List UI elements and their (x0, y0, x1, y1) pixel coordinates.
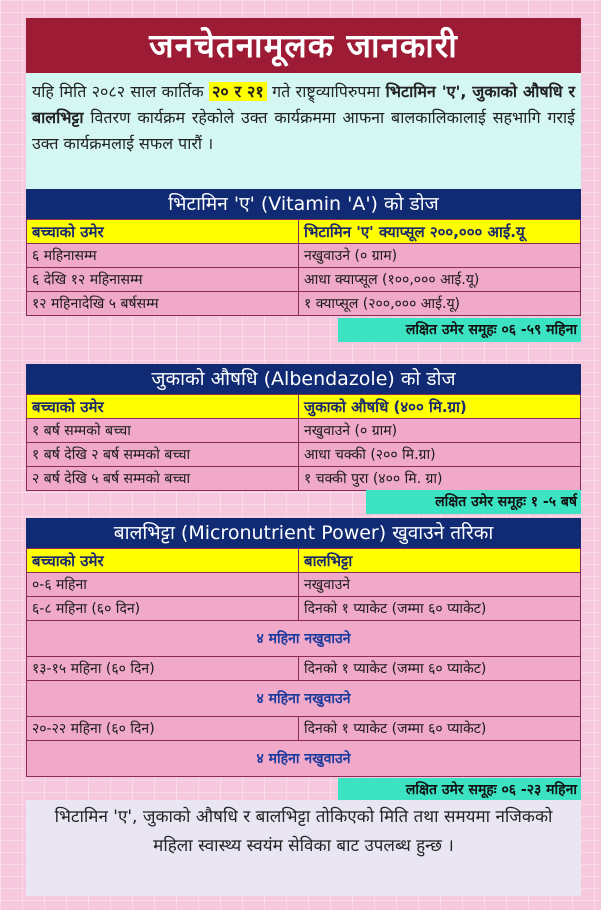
table-row (27, 443, 581, 467)
intro-text-2: गते राष्ट्र्व्यापिरुपमा (266, 82, 386, 101)
micronutrient-table (26, 548, 581, 777)
table-row (27, 419, 581, 443)
table-row (27, 573, 581, 597)
table-row (27, 244, 581, 268)
column-header-dose: जुकाको औषधि (४०० मि.ग्रा) (299, 395, 581, 419)
dose-cell: आधा चक्की (२०० मि.ग्रा) (299, 443, 581, 467)
age-cell: १३-१५ महिना (६० दिन) (27, 657, 299, 681)
gap-note: ४ महिना नखुवाउने (27, 741, 581, 777)
intro-dates: २० र २१ (209, 82, 267, 101)
vitamin-a-heading: भिटामिन 'ए' (Vitamin 'A') को डोज (26, 189, 581, 219)
table-row (27, 657, 581, 681)
intro-paragraph (26, 73, 581, 190)
dose-cell: नखुवाउने (299, 573, 581, 597)
micronutrient-heading: बालभिट्टा (Micronutrient Power) खुवाउने तरिका (26, 518, 581, 548)
page-title: जनचेतनामूलक जानकारी (26, 18, 581, 73)
dose-cell: दिनको १ प्याकेट (जम्मा ६० प्याकेट) (299, 717, 581, 741)
table-row (27, 268, 581, 292)
table-row-gap (27, 681, 581, 717)
age-cell: १२ महिनादेखि ५ बर्षसम्म (27, 292, 299, 316)
table-header-row (27, 220, 581, 244)
dose-cell: १ चक्की पुरा (४०० मि. ग्रा) (299, 467, 581, 491)
gap-note: ४ महिना नखुवाउने (27, 681, 581, 717)
age-cell: २०-२२ महिना (६० दिन) (27, 717, 299, 741)
gap-note: ४ महिना नखुवाउने (27, 621, 581, 657)
dose-cell: १ क्याप्सूल (२००,००० आई.यू) (299, 292, 581, 316)
dose-cell: आधा क्याप्सूल (१००,००० आई.यू) (299, 268, 581, 292)
column-header-dose: भिटामिन 'ए' क्याप्सूल २००,००० आई.यू (299, 220, 581, 244)
table-row-gap (27, 621, 581, 657)
albendazole-table (26, 394, 581, 491)
micronutrient-target-group: लक्षित उमेर समूहः ०६ -२३ महिना (338, 778, 581, 802)
age-cell: ६ महिनासम्म (27, 244, 299, 268)
table-header-row (27, 549, 581, 573)
age-cell: १ बर्ष देखि २ बर्ष सम्मको बच्चा (27, 443, 299, 467)
table-row (27, 597, 581, 621)
vitamin-a-target-group: लक्षित उमेर समूहः ०६ -५९ महिना (338, 318, 581, 342)
column-header-dose: बालभिट्टा (299, 549, 581, 573)
albendazole-heading: जुकाको औषधि (Albendazole) को डोज (26, 364, 581, 394)
age-cell: २ बर्ष देखि ५ बर्ष सम्मको बच्चा (27, 467, 299, 491)
age-cell: १ बर्ष सम्मको बच्चा (27, 419, 299, 443)
table-row (27, 717, 581, 741)
table-row (27, 467, 581, 491)
intro-text-3: वितरण कार्यक्रम रहेकोले उक्त कार्यक्रममा आफना बालकालिकालाई सहभागि गराई उक्त कार्यक्रमलाई सफल पारौं । (32, 108, 575, 153)
dose-cell: दिनको १ प्याकेट (जम्मा ६० प्याकेट) (299, 657, 581, 681)
intro-program-names: भिटामिन 'ए', जुकाको औषधि र बालभिट्टा (32, 82, 576, 127)
dose-cell: नखुवाउने (० ग्राम) (299, 419, 581, 443)
table-header-row (27, 395, 581, 419)
column-header-age: बच्चाको उमेर (27, 395, 299, 419)
dose-cell: नखुवाउने (० ग्राम) (299, 244, 581, 268)
footer-note: भिटामिन 'ए', जुकाको औषधि र बालभिट्टा तोकिएको मिति तथा समयमा नजिकको महिला स्वास्थ्य स्वयंम सेविका बाट उपलब्ध हुन्छ । (26, 800, 581, 896)
column-header-age: बच्चाको उमेर (27, 220, 299, 244)
dose-cell: दिनको १ प्याकेट (जम्मा ६० प्याकेट) (299, 597, 581, 621)
age-cell: ६-८ महिना (६० दिन) (27, 597, 299, 621)
age-cell: ६ देखि १२ महिनासम्म (27, 268, 299, 292)
intro-text-1: यहि मिति २०८२ साल कार्तिक (32, 82, 210, 101)
age-cell: ०-६ महिना (27, 573, 299, 597)
table-row (27, 292, 581, 316)
albendazole-target-group: लक्षित उमेर समूहः १ -५ बर्ष (366, 490, 581, 514)
vitamin-a-table (26, 219, 581, 316)
column-header-age: बच्चाको उमेर (27, 549, 299, 573)
table-row-gap (27, 741, 581, 777)
